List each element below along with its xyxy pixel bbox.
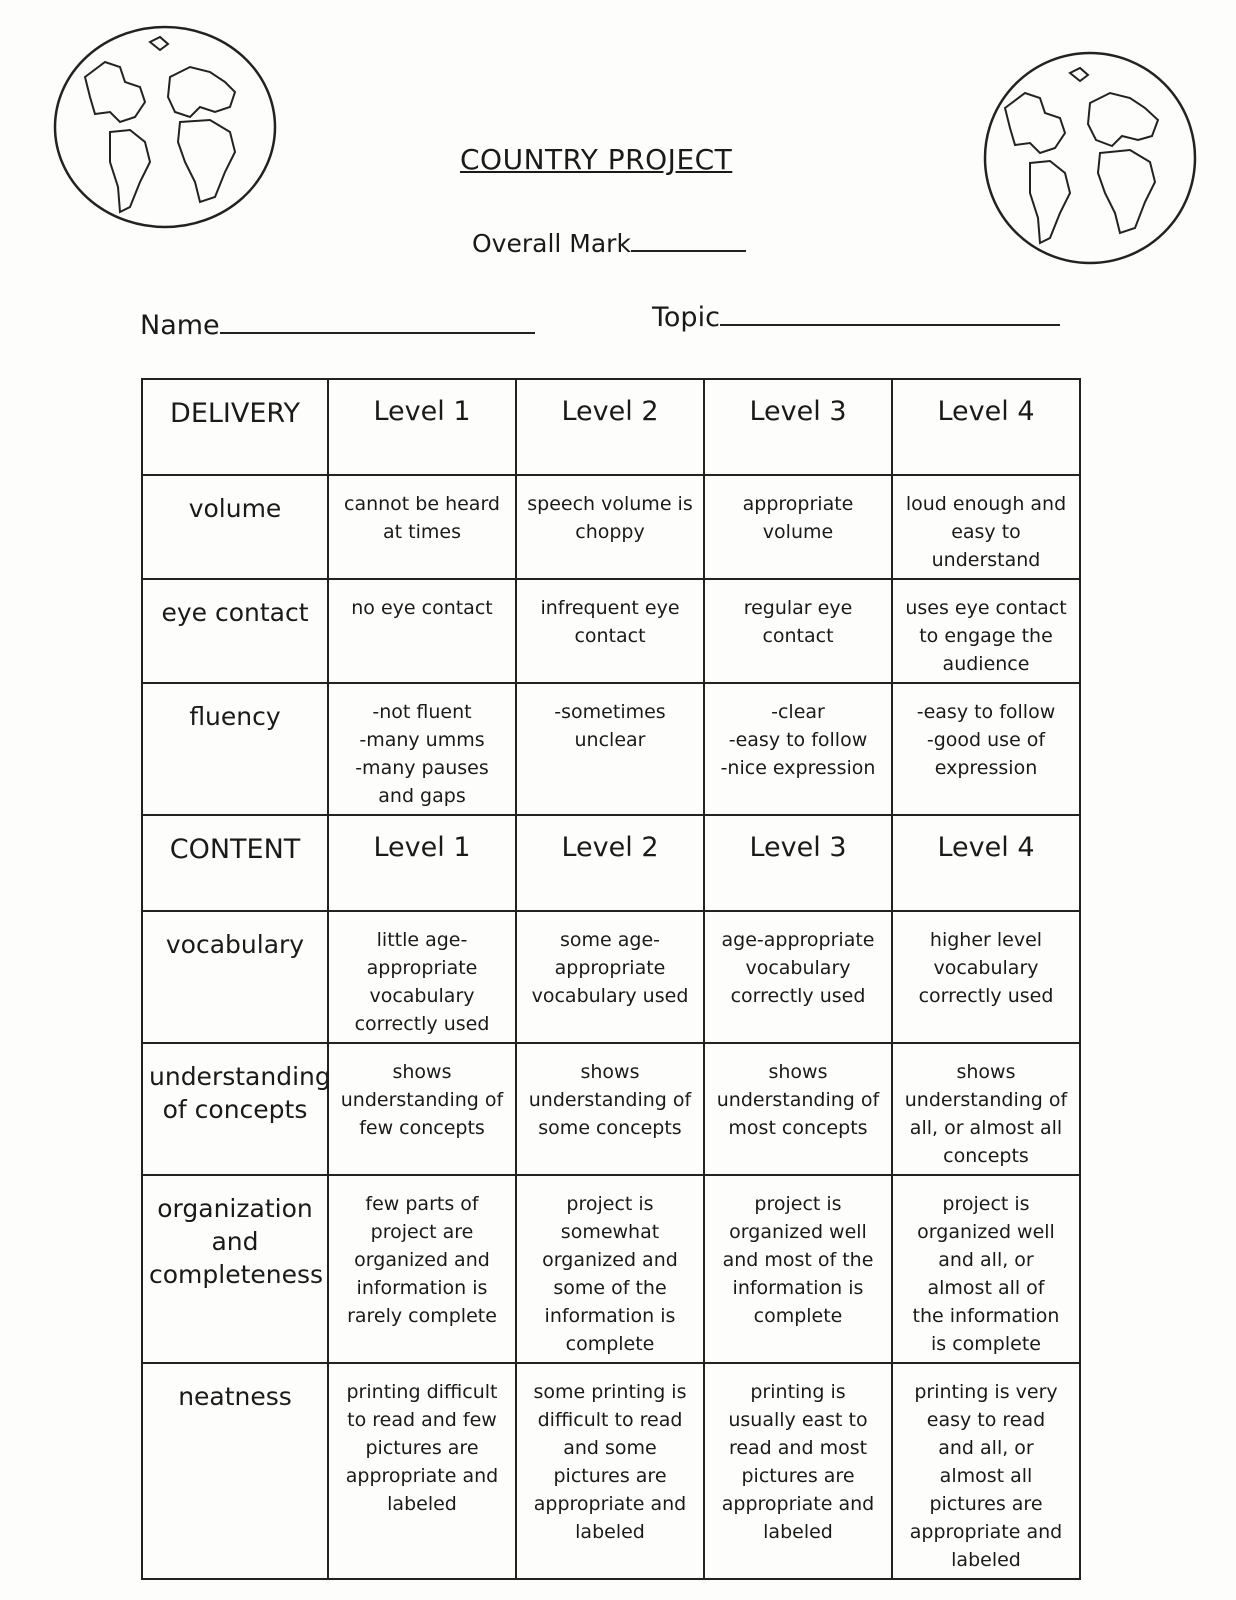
- rubric-cell: uses eye contact to engage the audience: [892, 579, 1080, 683]
- name-label: Name: [140, 310, 220, 341]
- rubric-cell: regular eye contact: [704, 579, 892, 683]
- rubric-cell: appropriate volume: [704, 475, 892, 579]
- rubric-cell: project is somewhat organized and some of the information is complete: [516, 1175, 704, 1363]
- rubric-cell: shows understanding of most concepts: [704, 1043, 892, 1175]
- content-header-row: [142, 815, 1080, 911]
- rubric-cell: no eye contact: [328, 579, 516, 683]
- rubric-cell: some age- appropriate vocabulary used: [516, 911, 704, 1043]
- globe-left-illustration: [50, 22, 280, 232]
- table-row: [142, 683, 1080, 815]
- rubric-cell: shows understanding of some concepts: [516, 1043, 704, 1175]
- content-level-1: Level 1: [328, 815, 516, 911]
- table-row: [142, 1043, 1080, 1175]
- table-row: [142, 1175, 1080, 1363]
- topic-field: [652, 300, 1060, 333]
- name-field: [140, 308, 535, 341]
- rubric-cell: cannot be heard at times: [328, 475, 516, 579]
- rubric-cell: printing is very easy to read and all, or almost all pictures are appropriate and labeled: [892, 1363, 1080, 1579]
- rubric-cell: higher level vocabulary correctly used: [892, 911, 1080, 1043]
- rubric-cell: few parts of project are organized and information is rarely complete: [328, 1175, 516, 1363]
- criterion-fluency: fluency: [142, 683, 328, 815]
- delivery-level-4: Level 4: [892, 379, 1080, 475]
- table-row: [142, 475, 1080, 579]
- content-section-label: CONTENT: [142, 815, 328, 911]
- delivery-header-row: [142, 379, 1080, 475]
- delivery-level-3: Level 3: [704, 379, 892, 475]
- rubric-cell: loud enough and easy to understand: [892, 475, 1080, 579]
- rubric-cell: speech volume is choppy: [516, 475, 704, 579]
- delivery-section-label: DELIVERY: [142, 379, 328, 475]
- rubric-cell: age-appropriate vocabulary correctly used: [704, 911, 892, 1043]
- criterion-organization-and-completeness: organization and completeness: [142, 1175, 328, 1363]
- rubric-cell: -easy to follow -good use of expression: [892, 683, 1080, 815]
- content-level-4: Level 4: [892, 815, 1080, 911]
- delivery-level-1: Level 1: [328, 379, 516, 475]
- table-row: [142, 579, 1080, 683]
- criterion-neatness: neatness: [142, 1363, 328, 1579]
- content-level-3: Level 3: [704, 815, 892, 911]
- rubric-cell: printing is usually east to read and most pictures are appropriate and labeled: [704, 1363, 892, 1579]
- rubric-cell: some printing is difficult to read and some pictures are appropriate and labeled: [516, 1363, 704, 1579]
- content-level-2: Level 2: [516, 815, 704, 911]
- page-title: COUNTRY PROJECT: [460, 143, 733, 176]
- rubric-table: [141, 378, 1081, 1580]
- topic-blank[interactable]: [720, 300, 1060, 326]
- rubric-cell: -not fluent -many umms -many pauses and gaps: [328, 683, 516, 815]
- rubric-cell: printing difficult to read and few pictures are appropriate and labeled: [328, 1363, 516, 1579]
- overall-mark-field: [472, 228, 746, 258]
- overall-mark-blank[interactable]: [631, 228, 746, 252]
- overall-mark-label: Overall Mark: [472, 229, 631, 258]
- globe-right-illustration: [980, 48, 1200, 268]
- rubric-cell: project is organized well and most of the information is complete: [704, 1175, 892, 1363]
- criterion-volume: volume: [142, 475, 328, 579]
- criterion-eye-contact: eye contact: [142, 579, 328, 683]
- rubric-cell: -sometimes unclear: [516, 683, 704, 815]
- topic-label: Topic: [652, 302, 720, 333]
- criterion-understanding-of-concepts: understanding of concepts: [142, 1043, 328, 1175]
- rubric-cell: infrequent eye contact: [516, 579, 704, 683]
- rubric-cell: shows understanding of few concepts: [328, 1043, 516, 1175]
- rubric-cell: project is organized well and all, or almost all of the information is complete: [892, 1175, 1080, 1363]
- delivery-level-2: Level 2: [516, 379, 704, 475]
- table-row: [142, 911, 1080, 1043]
- criterion-vocabulary: vocabulary: [142, 911, 328, 1043]
- table-row: [142, 1363, 1080, 1579]
- name-blank[interactable]: [220, 308, 535, 334]
- rubric-cell: -clear -easy to follow -nice expression: [704, 683, 892, 815]
- rubric-cell: little age- appropriate vocabulary correctly used: [328, 911, 516, 1043]
- rubric-cell: shows understanding of all, or almost all concepts: [892, 1043, 1080, 1175]
